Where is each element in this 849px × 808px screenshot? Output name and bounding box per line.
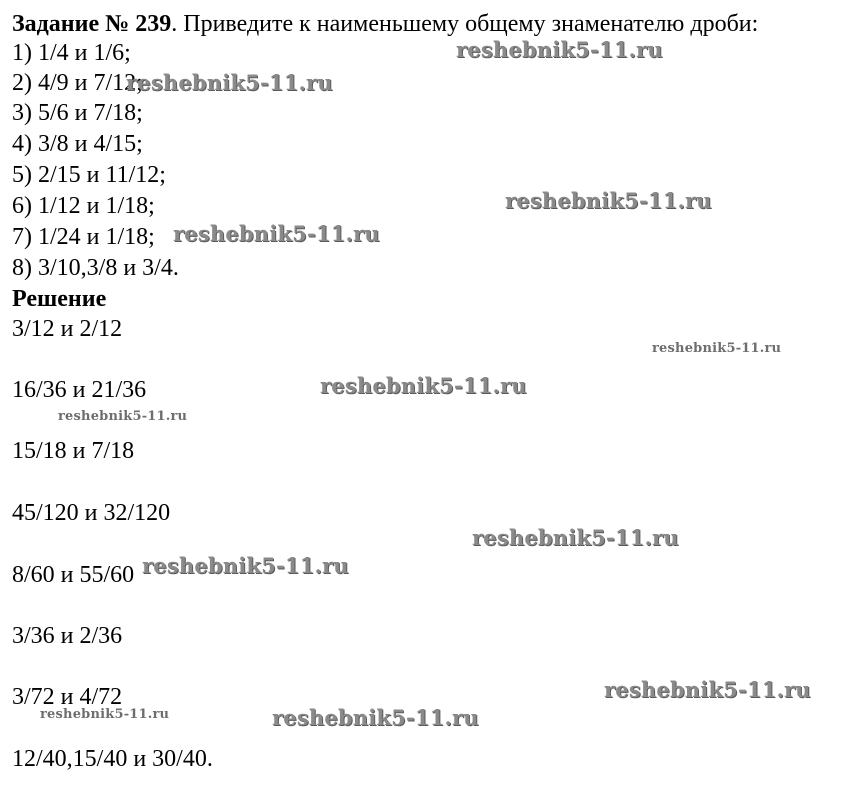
watermark: reshebnik5-11.ru [456, 37, 663, 62]
answer-8: 12/40,15/40 и 30/40. [12, 746, 213, 772]
answer-4: 45/120 и 32/120 [12, 500, 171, 526]
task-item-2: 2) 4/9 и 7/12; [12, 70, 143, 96]
answer-7: 3/72 и 4/72 [12, 684, 123, 710]
task-item-8: 8) 3/10,3/8 и 3/4. [12, 255, 179, 281]
answer-3: 15/18 и 7/18 [12, 438, 135, 464]
answer-2: 16/36 и 21/36 [12, 377, 147, 403]
solution-heading: Решение [12, 286, 107, 312]
task-item-3: 3) 5/6 и 7/18; [12, 100, 143, 126]
watermark: reshebnik5-11.ru [58, 409, 188, 424]
watermark: reshebnik5-11.ru [126, 70, 333, 95]
task-item-5: 5) 2/15 и 11/12; [12, 162, 166, 188]
task-item-7: 7) 1/24 и 1/18; [12, 224, 155, 250]
answer-1: 3/12 и 2/12 [12, 316, 123, 342]
watermark: reshebnik5-11.ru [472, 525, 679, 550]
watermark: reshebnik5-11.ru [320, 373, 527, 398]
watermark: reshebnik5-11.ru [505, 188, 712, 213]
task-number: Задание № 239 [12, 11, 172, 37]
watermark: reshebnik5-11.ru [142, 553, 349, 578]
task-header [12, 10, 758, 38]
watermark: reshebnik5-11.ru [40, 707, 170, 722]
watermark: reshebnik5-11.ru [652, 341, 782, 356]
watermark: reshebnik5-11.ru [604, 677, 811, 702]
watermark: reshebnik5-11.ru [272, 705, 479, 730]
task-item-1: 1) 1/4 и 1/6; [12, 40, 131, 66]
watermark: reshebnik5-11.ru [173, 221, 380, 246]
answer-6: 3/36 и 2/36 [12, 623, 123, 649]
task-item-4: 4) 3/8 и 4/15; [12, 131, 143, 157]
task-item-6: 6) 1/12 и 1/18; [12, 193, 155, 219]
answer-5: 8/60 и 55/60 [12, 562, 135, 588]
task-instruction: . Приведите к наименьшему общему знаменателю дроби: [171, 11, 759, 37]
